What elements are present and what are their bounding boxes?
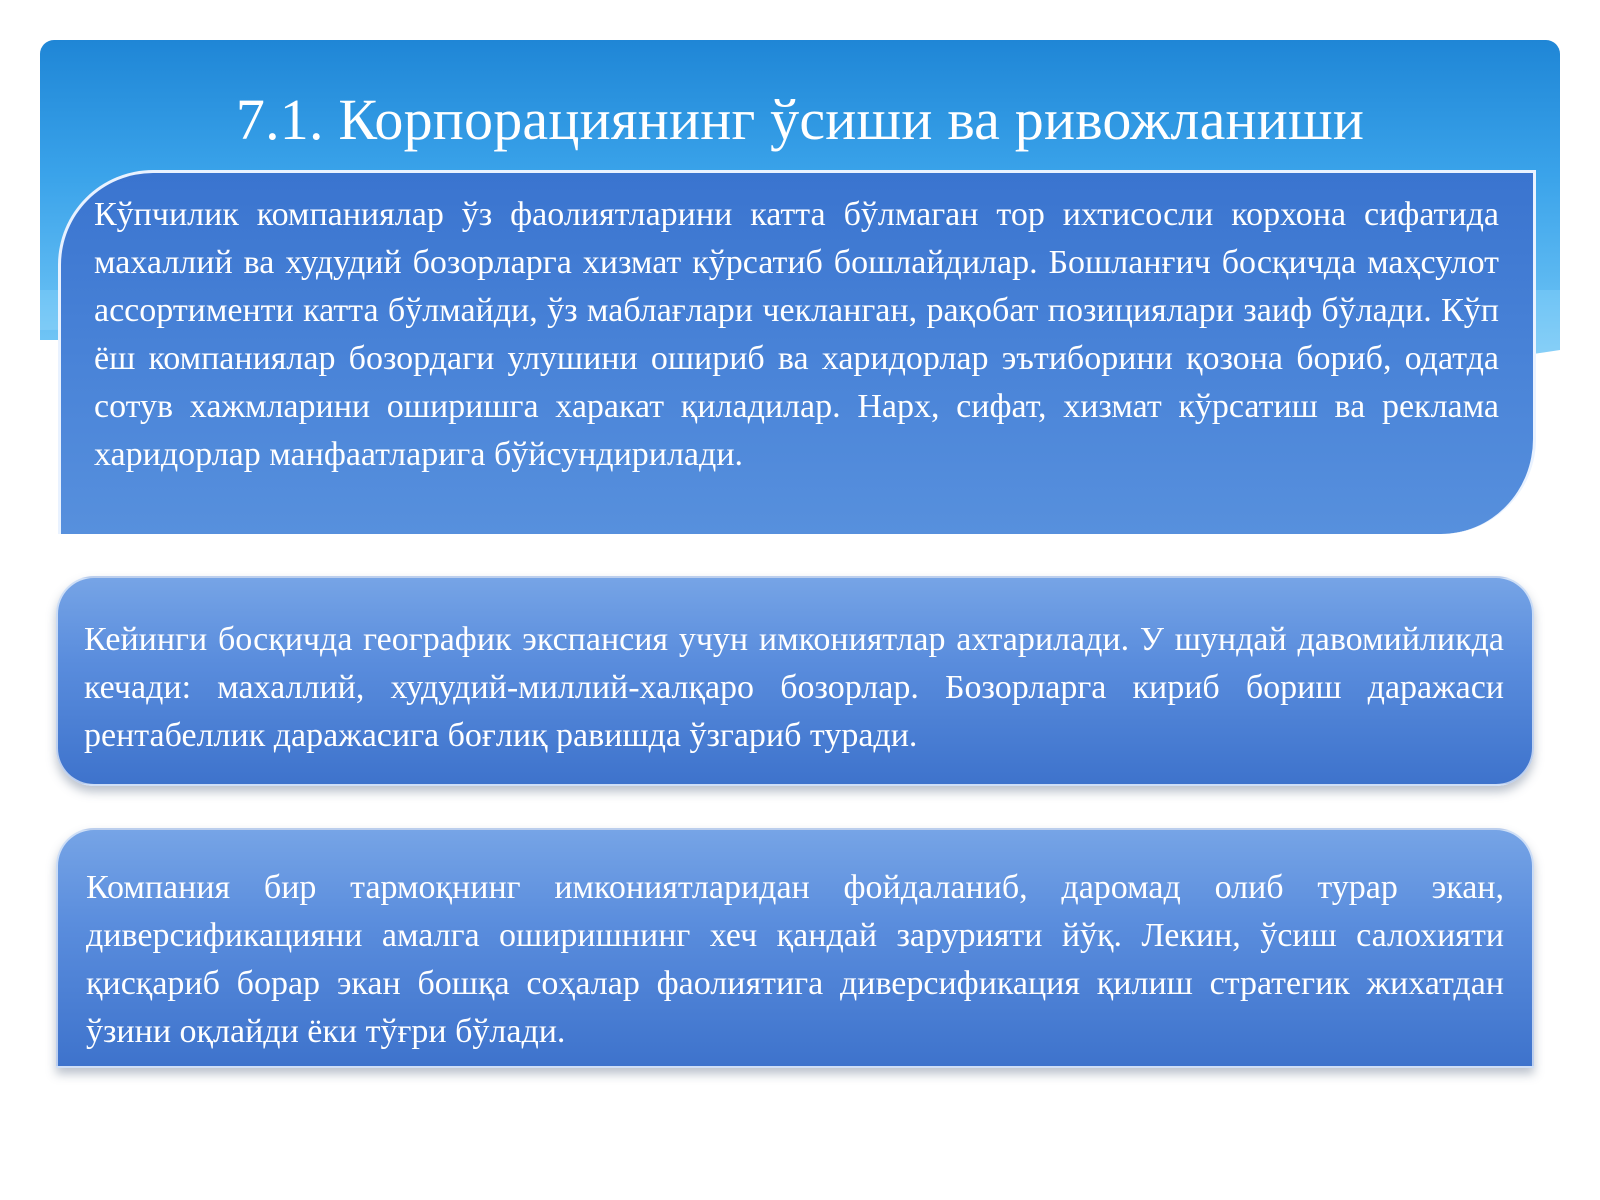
paragraph-1: Кўпчилик компаниялар ўз фаолиятларини катта бўлмаган тор ихтисосли корхона сифатида махаллий ва худудий бозорларга хизмат кўрсатиб бошлайдилар. Бошланғич босқичда маҳсулот ассортименти катта бўлмайди, ўз маблағлари чекланган, рақобат позициялари заиф бўлади. Кўп ёш компаниялар бозордаги улушини ошириб ва харидорлар эътиборини қозона бориб, одатда сотув хажмларини оширишга харакат қиладилар. Нарх, сифат, хизмат кўрсатиш ва реклама харидорлар манфаатларига бўйсундирилади.	[94, 196, 1499, 473]
paragraph-3: Компания бир тармоқнинг имкониятларидан фойдаланиб, даромад олиб турар экан, диверсификацияни амалга оширишнинг хеч қандай зарурияти йўқ. Лекин, ўсиш салохияти қисқариб борар экан бошқа соҳалар фаолиятига диверсификация қилиш стратегик жихатдан ўзини оқлайди ёки тўғри бўлади.	[86, 869, 1504, 1050]
text-panel-2	[56, 576, 1534, 786]
text-panel-3	[56, 828, 1534, 1068]
slide-title: 7.1. Корпорациянинг ўсиши ва ривожланиши	[235, 87, 1365, 152]
paragraph-2: Кейинги босқичда географик экспансия учун имкониятлар ахтарилади. У шундай давомийликда кечади: махаллий, худудий-миллий-халқаро бозорлар. Бозорларга кириб бориш даражаси рентабеллик даражасига боғлиқ равишда ўзгариб туради.	[84, 621, 1504, 754]
text-panel-1	[58, 170, 1536, 534]
